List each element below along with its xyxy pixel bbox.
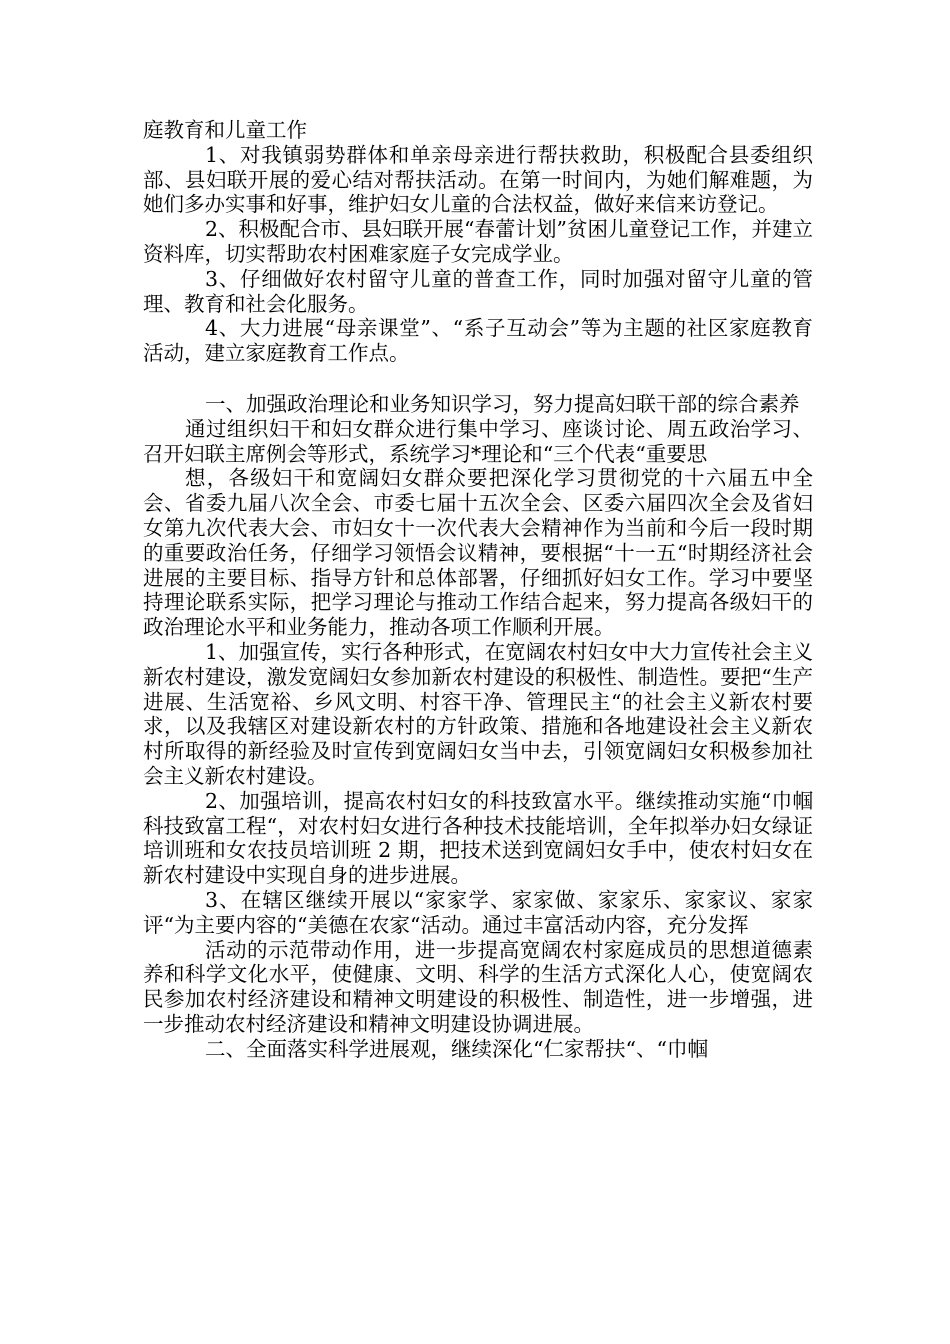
document-body — [143, 118, 813, 1061]
paragraph-item-1-publicity: 1、加强宣传，实行各种形式，在宽阔农村妇女中大力宣传社会主义新农村建设，激发宽阔妇女参加新农村建设的积极性、制造性。要把“生产进展、生活宽裕、乡风文明、村容干净、管理民主“的社会主义新农村要求，以及我辖区对建设新农村的方针政策、措施和各地建设社会主义新农村所取得的新经验及时宣传到宽阔妇女当中去，引领宽阔妇女积极参加社会主义新农村建设。 — [143, 639, 813, 788]
section-heading-two: 二、全面落实科学进展观，继续深化“仁家帮扶“、“巾帼 — [205, 1036, 708, 1061]
section-heading-one: 一、加强政治理论和业务知识学习，努力提高妇联干部的综合素养 — [205, 391, 800, 416]
paragraph-item-1-assistance: 1、对我镇弱势群体和单亲母亲进行帮扶救助，积极配合县委组织部、县妇联开展的爱心结对帮扶活动。在第一时间内，为她们解难题，为她们多办实事和好事，维护妇女儿童的合法权益，做好来信来访登记。 — [143, 142, 813, 217]
paragraph-item-2-training: 2、加强培训，提高农村妇女的科技致富水平。继续推动实施“巾帼科技致富工程“，对农村妇女进行各种技术技能培训，全年拟举办妇女绿证培训班和女农技员培训班 2 期，把技术送到宽阔妇女手中，使农村妇女在新农村建设中实现自身的进步进展。 — [143, 788, 813, 888]
paragraph-item-3-virtue-activity: 3、在辖区继续开展以“家家学、家家做、家家乐、家家议、家家评“为主要内容的“美德在农家“活动。通过丰富活动内容，充分发挥 — [143, 887, 813, 937]
paragraph-continuation-heading: 庭教育和儿童工作 — [143, 118, 307, 142]
paragraph-item-4-family-education: 4、大力进展“母亲课堂”、“系子互动会”等为主题的社区家庭教育活动，建立家庭教育工作点。 — [143, 316, 813, 366]
paragraph-study-content: 想，各级妇干和宽阔妇女群众要把深化学习贯彻党的十六届五中全会、省委九届八次全会、市委七届十五次全会、区委六届四次全会及省妇女第九次代表大会、市妇女十一次代表大会精神作为当前和今后一段时期的重要政治任务，仔细学习领悟会议精神，要根据“十一五“时期经济社会进展的主要目标、指导方针和总体部署，仔细抓好妇女工作。学习中要坚持理论联系实际，把学习理论与推动工作结合起来，努力提高各级妇干的政治理论水平和业务能力，推动各项工作顺利开展。 — [143, 466, 813, 640]
paragraph-gap — [143, 366, 813, 392]
paragraph-activity-effect: 活动的示范带动作用，进一步提高宽阔农村家庭成员的思想道德素养和科学文化水平，使健康、文明、科学的生活方式深化人心，使宽阔农民参加农村经济建设和精神文明建设的积极性、制造性，进一步增强，进一步推动农村经济建设和精神文明建设协调进展。 — [143, 937, 813, 1036]
paragraph-item-3-left-behind-children: 3、仔细做好农村留守儿童的普查工作，同时加强对留守儿童的管理、教育和社会化服务。 — [143, 266, 813, 316]
paragraph-item-2-spring-bud: 2、积极配合市、县妇联开展“春蕾计划”贫困儿童登记工作，并建立资料库，切实帮助农村困难家庭子女完成学业。 — [143, 217, 814, 266]
paragraph-study-methods: 通过组织妇干和妇女群众进行集中学习、座谈讨论、周五政治学习、召开妇联主席例会等形式，系统学习*理论和“三个代表“重要思 — [143, 416, 813, 466]
